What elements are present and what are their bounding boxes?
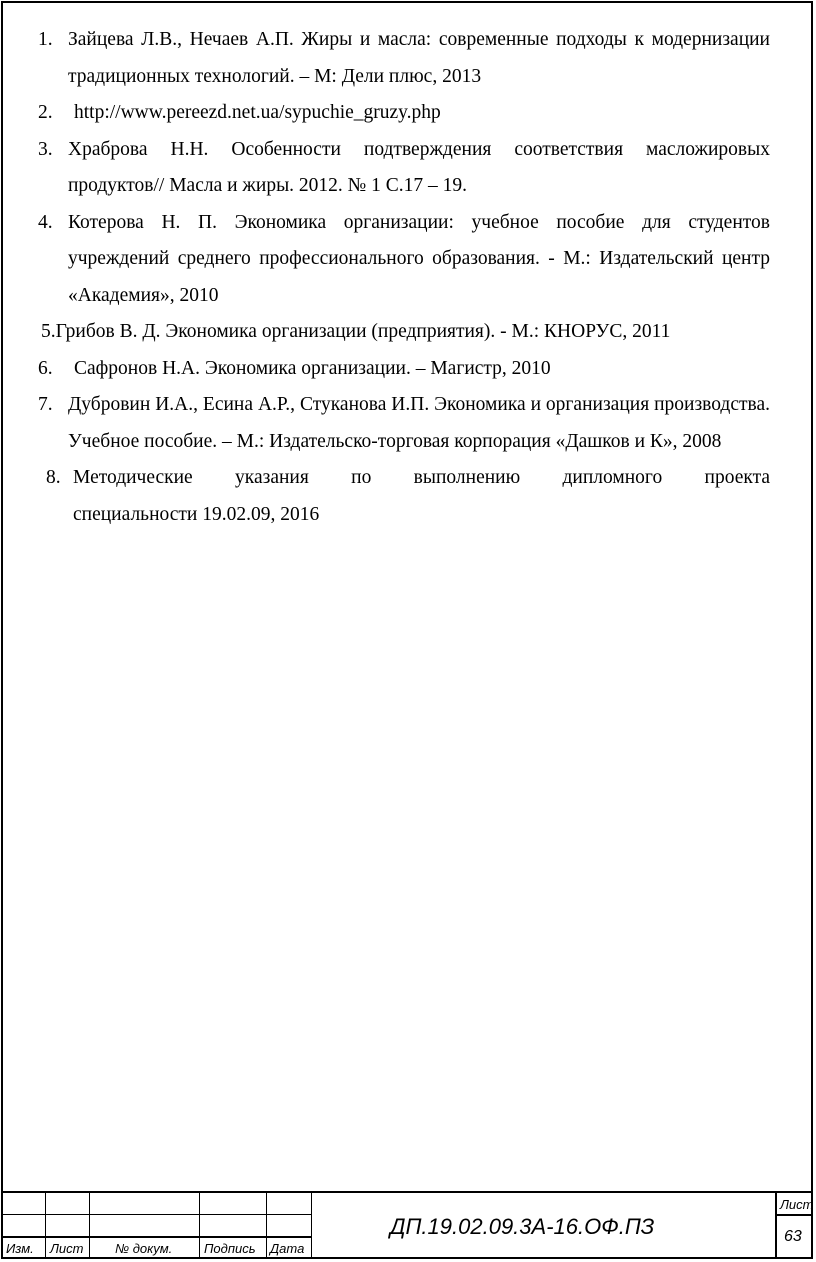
- stamp-sheet-divider: [775, 1192, 777, 1259]
- document-code: ДП.19.02.09.3А-16.ОФ.ПЗ: [390, 1214, 655, 1239]
- reference-text: [73, 460, 770, 533]
- reference-item: [38, 460, 770, 533]
- reference-number: 2.: [38, 102, 53, 123]
- reference-text-line: Методические указания по выполнению дипломного проекта: [73, 467, 770, 488]
- reference-item: [38, 387, 770, 460]
- stamp-row-line: [1, 1236, 312, 1238]
- reference-text: Котерова Н. П. Экономика организации: учебное пособие для студентов учреждений среднего профессионального образования. - М.: Издательский центр «Академия», 2010: [68, 211, 770, 306]
- reference-text: Зайцева Л.В., Нечаев А.П. Жиры и масла: современные подходы к модернизации традиционных технологий. – М: Дели плюс, 2013: [68, 29, 770, 87]
- reference-item: [41, 314, 770, 351]
- stamp-row-line: [776, 1214, 813, 1216]
- reference-number: 6.: [38, 357, 53, 379]
- reference-text: Сафронов Н.А. Экономика организации. – Магистр, 2010: [74, 357, 551, 379]
- reference-text: Дубровин И.А., Есина А.Р., Стуканова И.П. Экономика и организация производства. Учебное пособие. – М.: Издательско-торговая корпорация «Дашков и К», 2008: [68, 394, 770, 452]
- reference-list: [38, 22, 770, 533]
- reference-number: 3.: [38, 138, 53, 160]
- reference-number: 7.: [38, 394, 53, 415]
- reference-item: [38, 95, 770, 132]
- reference-number: 8.: [46, 467, 61, 488]
- stamp-label-izm: Изм.: [6, 1241, 34, 1256]
- reference-item: [38, 351, 770, 388]
- reference-item: [38, 132, 770, 205]
- stamp-label-doc-number: № докум.: [115, 1241, 173, 1256]
- reference-item: [38, 205, 770, 315]
- reference-text: Грибов В. Д. Экономика организации (предприятия). - М.: КНОРУС, 2011: [55, 321, 671, 342]
- reference-item: [38, 22, 770, 95]
- stamp-row-line: [1, 1214, 312, 1215]
- reference-number: 4.: [38, 211, 53, 233]
- stamp-label-list: Лист: [50, 1241, 84, 1256]
- reference-number: 1.: [38, 29, 53, 50]
- stamp-label-date: Дата: [270, 1241, 305, 1256]
- sheet-number: 63: [784, 1228, 802, 1245]
- stamp-label-signature: Подпись: [204, 1241, 256, 1256]
- reference-text: Храброва Н.Н. Особенности подтверждения соответствия масложировых продуктов// Масла и жиры. 2012. № 1 С.17 – 19.: [68, 138, 770, 196]
- reference-link[interactable]: http://www.pereezd.net.ua/sypuchie_gruzy.php: [74, 102, 441, 123]
- reference-number: 5.: [41, 321, 56, 342]
- reference-text-line: специальности 19.02.09, 2016: [73, 503, 320, 525]
- sheet-label: Лист: [780, 1197, 814, 1212]
